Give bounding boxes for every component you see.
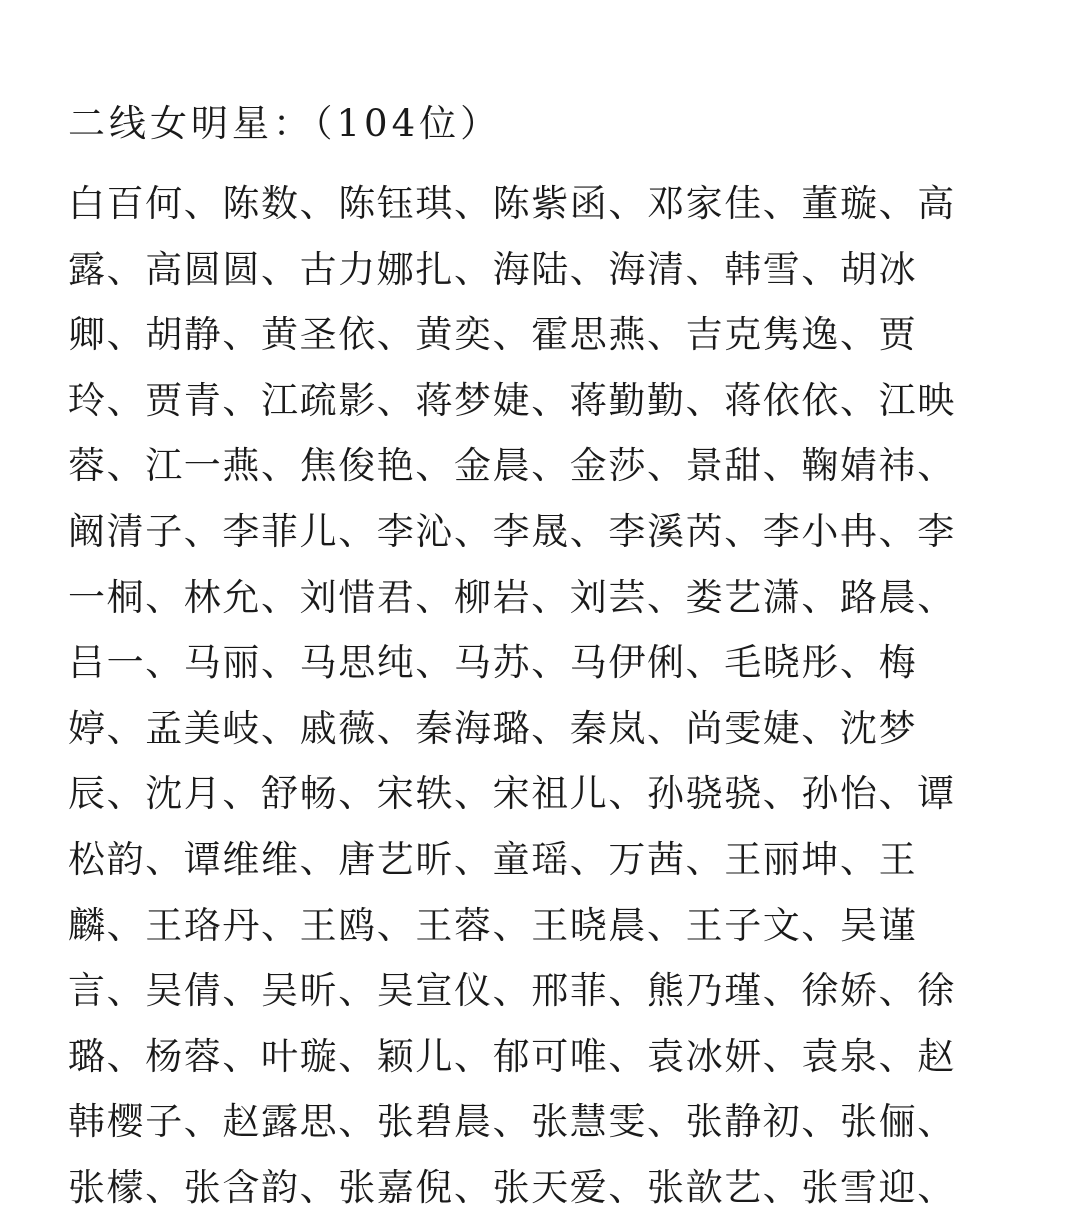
text-line: 婷、孟美岐、戚薇、秦海璐、秦岚、尚雯婕、沈梦 (68, 706, 918, 750)
text-line: 麟、王珞丹、王鸥、王蓉、王晓晨、王子文、吴谨 (68, 903, 918, 947)
text-line: 玲、贾青、江疏影、蒋梦婕、蒋勤勤、蒋依依、江映 (68, 378, 956, 422)
text-line: 蓉、江一燕、焦俊艳、金晨、金莎、景甜、鞠婧祎、 (68, 444, 956, 488)
name-list (68, 176, 1068, 1226)
document-title: 二线女明星：（104位） (68, 102, 502, 145)
text-line: 张檬、张含韵、张嘉倪、张天爱、张歆艺、张雪迎、 (68, 1165, 956, 1209)
text-line: 松韵、谭维维、唐艺昕、童瑶、万茜、王丽坤、王 (68, 837, 918, 881)
text-line: 吕一、马丽、马思纯、马苏、马伊俐、毛晓彤、梅 (68, 641, 918, 685)
text-line: 辰、沈月、舒畅、宋轶、宋祖儿、孙骁骁、孙怡、谭 (68, 772, 956, 816)
text-line: 一桐、林允、刘惜君、柳岩、刘芸、娄艺潇、路晨、 (68, 575, 956, 619)
text-line: 韩樱子、赵露思、张碧晨、张慧雯、张静初、张俪、 (68, 1100, 956, 1144)
text-line: 卿、胡静、黄圣依、黄奕、霍思燕、吉克隽逸、贾 (68, 313, 918, 357)
text-line: 白百何、陈数、陈钰琪、陈紫函、邓家佳、董璇、高 (68, 182, 956, 225)
text-line: 璐、杨蓉、叶璇、颖儿、郁可唯、袁冰妍、袁泉、赵 (68, 1034, 956, 1078)
text-line: 言、吴倩、吴昕、吴宣仪、邢菲、熊乃瑾、徐娇、徐 (68, 969, 956, 1013)
text-line: 露、高圆圆、古力娜扎、海陆、海清、韩雪、胡冰 (68, 247, 918, 291)
text-line: 阚清子、李菲儿、李沁、李晟、李溪芮、李小冉、李 (68, 509, 956, 553)
